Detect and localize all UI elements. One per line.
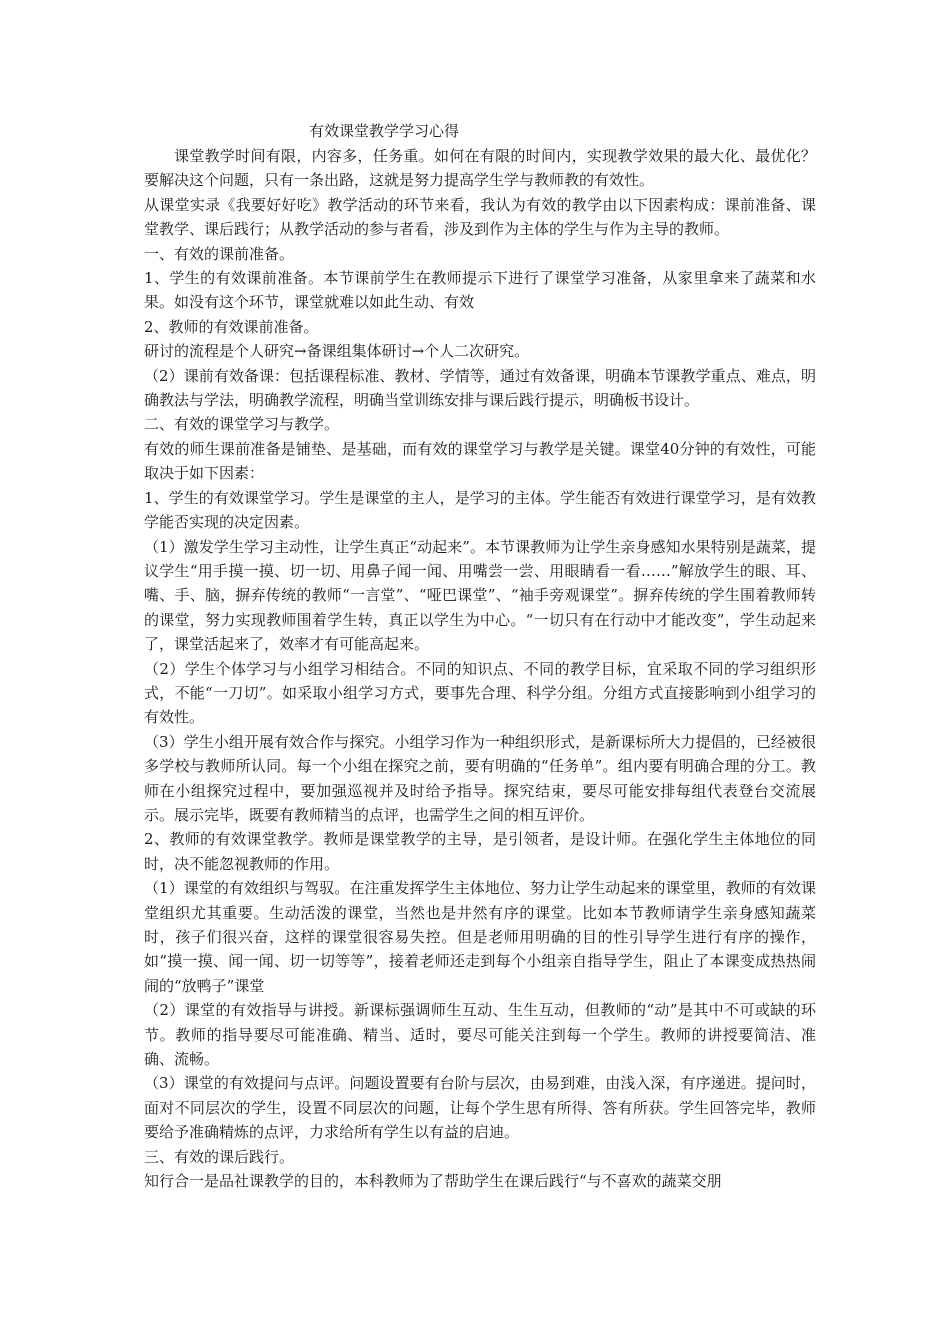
paragraph: （3）课堂的有效提问与点评。问题设置要有台阶与层次，由易到难，由浅入深，有序递进。提问时，面对不同层次的学生，设置不同层次的问题，让每个学生思有所得、答有所获。学生回答完毕，教师要给予准确精炼的点评，力求给所有学生以有益的启迪。: [144, 1074, 816, 1142]
paragraph: （2）学生个体学习与小组学习相结合。不同的知识点、不同的教学目标，宜采取不同的学习组织形式，不能“一刀切”。如采取小组学习方式，要事先合理、科学分组。分组方式直接影响到小组学习的有效性。: [144, 659, 816, 727]
subheading: 2、教师的有效课前准备。: [144, 317, 319, 336]
document-title: 有效课堂教学学习心得: [309, 122, 460, 140]
paragraph: （1）课堂的有效组织与驾驭。在注重发挥学生主体地位、努力让学生动起来的课堂里，教师的有效课堂组织尤其重要。生动活泼的课堂，当然也是井然有序的课堂。比如本节教师请学生亲身感知蔬菜时，孩子们很兴奋，这样的课堂很容易失控。但是老师用明确的目的性引导学生进行有序的操作，如“摸一摸、闻一闻、切一切等等”，接着老师还走到每个小组亲自指导学生，阻止了本课变成热热闹闹的“放鸭子”课堂: [144, 879, 816, 995]
paragraph: （3）学生小组开展有效合作与探究。小组学习作为一种组织形式，是新课标所大力提倡的，已经被很多学校与教师所认同。每一个小组在探究之前，要有明确的“任务单”。组内要有明确合理的分工。教师在小组探究过程中，要加强巡视并及时给予指导。探究结束，要尽可能安排每组代表登台交流展示。展示完毕，既要有教师精当的点评，也需学生之间的相互评价。: [144, 732, 816, 824]
paragraph: （2）课堂的有效指导与讲授。新课标强调师生互动、生生互动，但教师的“动”是其中不可或缺的环节。教师的指导要尽可能准确、精当、适时，要尽可能关注到每一个学生。教师的讲授要简洁、准确、流畅。: [144, 1001, 816, 1069]
section-heading-2: 二、有效的课堂学习与教学。: [144, 415, 340, 434]
paragraph: （1）激发学生学习主动性，让学生真正“动起来”。本节课教师为让学生亲身感知水果特别是蔬菜，提议学生“用手摸一摸、切一切、用鼻子闻一闻、用嘴尝一尝、用眼睛看一看……”解放学生的眼、耳、嘴、手、脑，摒弃传统的教师“一言堂”、“哑巴课堂”、“袖手旁观课堂”。摒弃传统的学生围着教师转的课堂，努力实现教师围着学生转，真正以学生为中心。“一切只有在行动中才能改变”，学生动起来了，课堂活起来了，效率才有可能高起来。: [144, 537, 816, 654]
paragraph: 有效的师生课前准备是铺垫、是基础，而有效的课堂学习与教学是关键。课堂40分钟的有效性，可能取决于如下因素：: [144, 439, 816, 483]
paragraph: 研讨的流程是个人研究→备课组集体研讨→个人二次研究。: [144, 342, 530, 361]
paragraph-intro: 课堂教学时间有限，内容多，任务重。如何在有限的时间内，实现教学效果的最大化、最优化？要解决这个问题，只有一条出路，这就是努力提高学生学与教师教的有效性。: [144, 147, 816, 190]
paragraph: 从课堂实录《我要好好吃》教学活动的环节来看，我认为有效的教学由以下因素构成：课前准备、课堂教学、课后践行；从教学活动的参与者看，涉及到作为主体的学生与作为主导的教师。: [144, 195, 816, 239]
section-heading-1: 一、有效的课前准备。: [144, 244, 295, 263]
section-heading-3: 三、有效的课后践行。: [144, 1147, 295, 1166]
paragraph: 1、学生的有效课堂学习。学生是课堂的主人，是学习的主体。学生能否有效进行课堂学习，是有效教学能否实现的决定因素。: [144, 488, 816, 532]
paragraph: 2、教师的有效课堂教学。教师是课堂教学的主导，是引领者，是设计师。在强化学生主体地位的同时，决不能忽视教师的作用。: [144, 830, 816, 873]
document-page: [144, 118, 816, 1193]
paragraph: 知行合一是品社课教学的目的，本科教师为了帮助学生在课后践行“与不喜欢的蔬菜交朋: [144, 1172, 722, 1191]
paragraph: 1、学生的有效课前准备。本节课前学生在教师提示下进行了课堂学习准备，从家里拿来了蔬菜和水果。如没有这个环节，课堂就难以如此生动、有效: [144, 269, 816, 312]
paragraph: （2）课前有效备课：包括课程标准、教材、学情等，通过有效备课，明确本节课教学重点、难点，明确教法与学法，明确教学流程，明确当堂训练安排与课后践行提示，明确板书设计。: [144, 366, 816, 410]
